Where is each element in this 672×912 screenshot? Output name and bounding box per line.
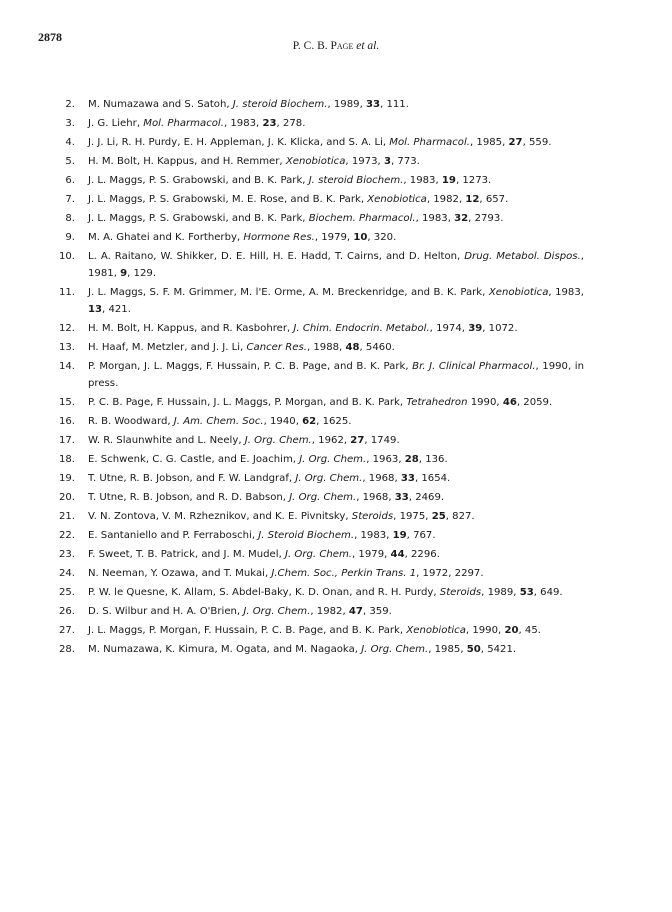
journal-name: Steroids bbox=[439, 587, 482, 598]
citation-text: , 111. bbox=[380, 99, 409, 110]
reference-text bbox=[88, 320, 584, 337]
reference-item bbox=[0, 172, 672, 189]
reference-item bbox=[0, 394, 672, 411]
reference-item bbox=[0, 527, 672, 544]
reference-text bbox=[88, 603, 584, 620]
citation-text: , 1985, bbox=[428, 644, 467, 655]
citation-text: , 1982, bbox=[310, 606, 349, 617]
reference-number: 28. bbox=[58, 644, 75, 655]
citation-text: , 5460. bbox=[359, 342, 395, 353]
citation-text: , 1989, bbox=[327, 99, 366, 110]
citation-text: J. L. Maggs, P. S. Grabowski, and B. K. Park, bbox=[88, 213, 309, 224]
reference-item bbox=[0, 622, 672, 639]
reference-text bbox=[88, 584, 584, 601]
citation-text: , 1974, bbox=[429, 323, 469, 334]
journal-name: Mol. Pharmacol. bbox=[143, 118, 224, 129]
reference-number: 26. bbox=[58, 606, 75, 617]
volume-number: 62 bbox=[302, 416, 317, 427]
citation-text: , 1962, bbox=[311, 435, 351, 446]
journal-name: J. Chim. Endocrin. Metabol. bbox=[293, 323, 430, 334]
citation-text: , 5421. bbox=[480, 644, 517, 655]
citation-text: , 320. bbox=[367, 232, 397, 243]
journal-name: J. Org. Chem. bbox=[289, 492, 357, 503]
citation-text: , 1625. bbox=[316, 416, 352, 427]
journal-name: J. Org. Chem. bbox=[361, 644, 429, 655]
reference-item bbox=[0, 451, 672, 468]
reference-number: 8. bbox=[65, 213, 75, 224]
citation-text: L. A. Raitano, W. Shikker, D. E. Hill, H. E. Hadd, T. Cairns, and D. Helton, bbox=[88, 251, 465, 262]
journal-name: J.Chem. Soc., Perkin Trans. 1 bbox=[271, 568, 417, 579]
volume-number: 39 bbox=[468, 323, 483, 334]
citation-text: , 1072. bbox=[482, 323, 518, 334]
reference-item bbox=[0, 115, 672, 132]
journal-name: Biochem. Pharmacol. bbox=[308, 213, 416, 224]
reference-text bbox=[88, 248, 584, 282]
citation-text: M. Numazawa and S. Satoh, bbox=[88, 99, 233, 110]
citation-text: , 2793. bbox=[468, 213, 504, 224]
reference-item bbox=[0, 210, 672, 227]
reference-text bbox=[88, 641, 584, 658]
reference-item bbox=[0, 641, 672, 658]
reference-text bbox=[88, 451, 584, 468]
running-head-authors: P. C. B. bbox=[292, 40, 328, 52]
citation-text: J. L. Maggs, P. Morgan, F. Hussain, P. C. B. Page, and B. K. Park, bbox=[88, 625, 407, 636]
citation-text: , 1990, in press. bbox=[88, 361, 584, 389]
reference-item bbox=[0, 284, 672, 318]
reference-number: 14. bbox=[58, 361, 75, 372]
reference-text bbox=[88, 210, 584, 227]
journal-name: J. steroid Biochem. bbox=[232, 99, 328, 110]
citation-text: , 1940, bbox=[263, 416, 303, 427]
reference-number: 6. bbox=[65, 175, 75, 186]
reference-item bbox=[0, 248, 672, 282]
citation-text: , 1981, bbox=[88, 251, 584, 279]
reference-item bbox=[0, 432, 672, 449]
reference-item bbox=[0, 358, 672, 392]
citation-text: , 278. bbox=[276, 118, 306, 129]
reference-item bbox=[0, 565, 672, 582]
reference-number: 3. bbox=[65, 118, 75, 129]
journal-name: Steroids bbox=[351, 511, 394, 522]
citation-text: N. Neeman, Y. Ozawa, and T. Mukai, bbox=[88, 568, 272, 579]
reference-text bbox=[88, 115, 584, 132]
reference-number: 24. bbox=[58, 568, 75, 579]
journal-name: J. Org. Chem. bbox=[244, 435, 312, 446]
citation-text: T. Utne, R. B. Jobson, and F. W. Landgraf, bbox=[88, 473, 296, 484]
citation-text: , 1990, bbox=[465, 625, 505, 636]
reference-text bbox=[88, 134, 584, 151]
volume-number: 48 bbox=[345, 342, 360, 353]
volume-number: 19 bbox=[392, 530, 407, 541]
journal-name: J. Org. Chem. bbox=[243, 606, 311, 617]
reference-item bbox=[0, 413, 672, 430]
citation-text: W. R. Slaunwhite and L. Neely, bbox=[88, 435, 245, 446]
journal-name: J. Org. Chem. bbox=[299, 454, 367, 465]
reference-text bbox=[88, 172, 584, 189]
citation-text: , 559. bbox=[522, 137, 552, 148]
citation-text: , 1979, bbox=[352, 549, 391, 560]
citation-text: , 1979, bbox=[314, 232, 354, 243]
reference-number: 17. bbox=[58, 435, 75, 446]
journal-name: Hormone Res. bbox=[243, 232, 315, 243]
citation-text: , 1985, bbox=[469, 137, 509, 148]
volume-number: 9 bbox=[120, 268, 128, 279]
citation-text: , 136. bbox=[418, 454, 448, 465]
citation-text: , 1973, bbox=[345, 156, 384, 167]
volume-number: 27 bbox=[350, 435, 365, 446]
volume-number: 33 bbox=[366, 99, 381, 110]
citation-text: H. M. Bolt, H. Kappus, and R. Kasbohrer, bbox=[88, 323, 294, 334]
citation-text: H. M. Bolt, H. Kappus, and H. Remmer, bbox=[88, 156, 286, 167]
volume-number: 33 bbox=[400, 473, 415, 484]
citation-text: 1990, bbox=[467, 397, 503, 408]
reference-number: 23. bbox=[58, 549, 75, 560]
citation-text: , 1972, 2297. bbox=[416, 568, 484, 579]
reference-text bbox=[88, 153, 584, 170]
reference-list bbox=[0, 96, 672, 660]
running-head-et-al: et al. bbox=[356, 40, 380, 52]
reference-item bbox=[0, 546, 672, 563]
reference-text bbox=[88, 489, 584, 506]
reference-text bbox=[88, 229, 584, 246]
citation-text: , 1983, bbox=[354, 530, 393, 541]
citation-text: J. J. Li, R. H. Purdy, E. H. Appleman, J. K. Klicka, and S. A. Li, bbox=[88, 137, 390, 148]
page-number: 2878 bbox=[38, 30, 62, 44]
reference-number: 7. bbox=[65, 194, 75, 205]
volume-number: 20 bbox=[504, 625, 519, 636]
running-head-author-surname: Page bbox=[330, 40, 354, 52]
journal-name: J. Org. Chem. bbox=[285, 549, 353, 560]
journal-name: Xenobiotica bbox=[488, 287, 549, 298]
reference-number: 5. bbox=[65, 156, 75, 167]
reference-item bbox=[0, 603, 672, 620]
volume-number: 13 bbox=[88, 304, 103, 315]
citation-text: P. Morgan, J. L. Maggs, F. Hussain, P. C. B. Page, and B. K. Park, bbox=[88, 361, 413, 372]
reference-text bbox=[88, 527, 584, 544]
reference-item bbox=[0, 153, 672, 170]
volume-number: 44 bbox=[390, 549, 405, 560]
reference-number: 25. bbox=[58, 587, 75, 598]
citation-text: E. Schwenk, C. G. Castle, and E. Joachim, bbox=[88, 454, 300, 465]
citation-text: , 827. bbox=[445, 511, 475, 522]
citation-text: T. Utne, R. B. Jobson, and R. D. Babson, bbox=[88, 492, 290, 503]
citation-text: R. B. Woodward, bbox=[88, 416, 174, 427]
journal-name: Mol. Pharmacol. bbox=[389, 137, 470, 148]
citation-text: , 1273. bbox=[455, 175, 492, 186]
journal-name: J. steroid Biochem. bbox=[308, 175, 404, 186]
reference-text bbox=[88, 622, 584, 639]
citation-text: , 657. bbox=[479, 194, 509, 205]
citation-text: , 649. bbox=[533, 587, 563, 598]
volume-number: 46 bbox=[502, 397, 517, 408]
volume-number: 3 bbox=[383, 156, 391, 167]
citation-text: E. Santaniello and P. Ferraboschi, bbox=[88, 530, 259, 541]
reference-number: 18. bbox=[58, 454, 75, 465]
reference-text bbox=[88, 96, 584, 113]
volume-number: 33 bbox=[394, 492, 409, 503]
citation-text: V. N. Zontova, V. M. Rzheznikov, and K. E. Pivnitsky, bbox=[88, 511, 352, 522]
volume-number: 23 bbox=[262, 118, 277, 129]
citation-text: , 1988, bbox=[306, 342, 346, 353]
citation-text: J. L. Maggs, P. S. Grabowski, and B. K. Park, bbox=[88, 175, 309, 186]
citation-text: J. L. Maggs, P. S. Grabowski, M. E. Rose, and B. K. Park, bbox=[88, 194, 368, 205]
reference-text bbox=[88, 284, 584, 318]
reference-number: 16. bbox=[58, 416, 75, 427]
reference-number: 20. bbox=[58, 492, 75, 503]
reference-text bbox=[88, 394, 584, 411]
reference-item bbox=[0, 229, 672, 246]
reference-number: 10. bbox=[58, 251, 75, 262]
volume-number: 25 bbox=[431, 511, 446, 522]
citation-text: P. W. le Quesne, K. Allam, S. Abdel-Baky, K. D. Onan, and R. H. Purdy, bbox=[88, 587, 440, 598]
citation-text: , 1989, bbox=[481, 587, 520, 598]
journal-name: Br. J. Clinical Pharmacol. bbox=[412, 361, 536, 372]
reference-text bbox=[88, 432, 584, 449]
reference-text bbox=[88, 508, 584, 525]
reference-number: 12. bbox=[58, 323, 75, 334]
reference-text bbox=[88, 191, 584, 208]
reference-item bbox=[0, 320, 672, 337]
citation-text: J. G. Liehr, bbox=[88, 118, 144, 129]
citation-text: , 1983, bbox=[548, 287, 584, 298]
running-head bbox=[0, 40, 672, 52]
citation-text: , 1968, bbox=[356, 492, 395, 503]
citation-text: , 1983, bbox=[415, 213, 455, 224]
volume-number: 28 bbox=[404, 454, 419, 465]
citation-text: , 1983, bbox=[223, 118, 263, 129]
reference-text bbox=[88, 565, 584, 582]
reference-item bbox=[0, 470, 672, 487]
citation-text: , 767. bbox=[406, 530, 436, 541]
citation-text: , 1963, bbox=[366, 454, 405, 465]
reference-number: 13. bbox=[58, 342, 75, 353]
reference-number: 4. bbox=[65, 137, 75, 148]
citation-text: , 421. bbox=[102, 304, 131, 315]
reference-text bbox=[88, 470, 584, 487]
citation-text: , 1968, bbox=[362, 473, 401, 484]
reference-text bbox=[88, 413, 584, 430]
citation-text: M. Numazawa, K. Kimura, M. Ogata, and M. Nagaoka, bbox=[88, 644, 362, 655]
volume-number: 32 bbox=[454, 213, 469, 224]
citation-text: D. S. Wilbur and H. A. O'Brien, bbox=[88, 606, 244, 617]
citation-text: , 129. bbox=[127, 268, 157, 279]
journal-name: Xenobiotica bbox=[367, 194, 427, 205]
volume-number: 53 bbox=[519, 587, 534, 598]
citation-text: , 2469. bbox=[408, 492, 445, 503]
reference-item bbox=[0, 339, 672, 356]
volume-number: 12 bbox=[465, 194, 480, 205]
journal-name: J. Am. Chem. Soc. bbox=[173, 416, 264, 427]
citation-text: , 773. bbox=[390, 156, 420, 167]
citation-text: , 45. bbox=[518, 625, 541, 636]
reference-text bbox=[88, 546, 584, 563]
citation-text: , 2296. bbox=[404, 549, 440, 560]
volume-number: 50 bbox=[466, 644, 481, 655]
reference-number: 9. bbox=[65, 232, 75, 243]
citation-text: J. L. Maggs, S. F. M. Grimmer, M. l'E. Orme, A. M. Breckenridge, and B. K. Park, bbox=[88, 287, 489, 298]
reference-number: 15. bbox=[58, 397, 75, 408]
citation-text: , 1975, bbox=[393, 511, 432, 522]
volume-number: 47 bbox=[348, 606, 363, 617]
volume-number: 19 bbox=[441, 175, 456, 186]
reference-number: 11. bbox=[58, 287, 75, 298]
journal-name: J. Org. Chem. bbox=[295, 473, 363, 484]
journal-name: Xenobiotica bbox=[406, 625, 466, 636]
reference-item bbox=[0, 508, 672, 525]
citation-text: , 359. bbox=[362, 606, 392, 617]
citation-text: , 1983, bbox=[403, 175, 442, 186]
reference-item bbox=[0, 489, 672, 506]
citation-text: M. A. Ghatei and K. Fortherby, bbox=[88, 232, 244, 243]
reference-item bbox=[0, 584, 672, 601]
journal-name: J. Steroid Biochem. bbox=[258, 530, 355, 541]
journal-name: Xenobiotica bbox=[285, 156, 346, 167]
citation-text: H. Haaf, M. Metzler, and J. J. Li, bbox=[88, 342, 247, 353]
journal-name: Tetrahedron bbox=[406, 397, 468, 408]
citation-text: , 2059. bbox=[516, 397, 553, 408]
reference-number: 21. bbox=[58, 511, 75, 522]
reference-text bbox=[88, 358, 584, 392]
reference-number: 19. bbox=[58, 473, 75, 484]
volume-number: 27 bbox=[508, 137, 523, 148]
citation-text: , 1982, bbox=[426, 194, 466, 205]
reference-item bbox=[0, 134, 672, 151]
citation-text: P. C. B. Page, F. Hussain, J. L. Maggs, P. Morgan, and B. K. Park, bbox=[88, 397, 407, 408]
reference-item bbox=[0, 191, 672, 208]
citation-text: , 1654. bbox=[414, 473, 451, 484]
reference-number: 2. bbox=[65, 99, 75, 110]
reference-item bbox=[0, 96, 672, 113]
citation-text: , 1749. bbox=[364, 435, 400, 446]
volume-number: 10 bbox=[353, 232, 368, 243]
citation-text: F. Sweet, T. B. Patrick, and J. M. Mudel, bbox=[88, 549, 285, 560]
reference-number: 22. bbox=[58, 530, 75, 541]
reference-number: 27. bbox=[58, 625, 75, 636]
journal-name: Cancer Res. bbox=[246, 342, 307, 353]
reference-text bbox=[88, 339, 584, 356]
journal-name: Drug. Metabol. Dispos. bbox=[464, 251, 581, 262]
